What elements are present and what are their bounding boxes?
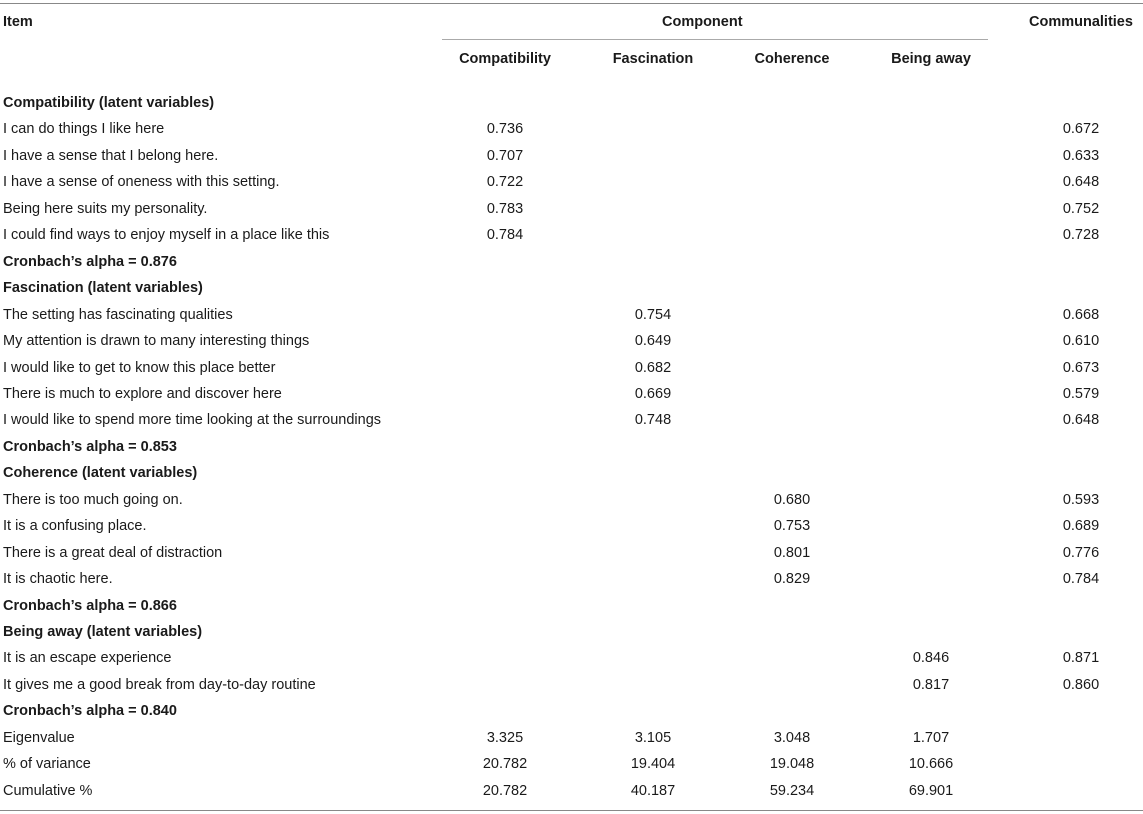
- row-label: There is a great deal of distraction: [3, 545, 223, 561]
- component-value: 20.782: [482, 756, 528, 772]
- component-value: 0.669: [634, 386, 672, 402]
- section-label: Compatibility (latent variables): [3, 95, 215, 111]
- component-value: 59.234: [769, 783, 815, 799]
- component-value: 19.048: [769, 756, 815, 772]
- component-value: 0.784: [486, 227, 524, 243]
- row-label: It gives me a good break from day-to-day routine: [3, 677, 316, 693]
- row-label: There is much to explore and discover here: [3, 386, 282, 402]
- section-label: Being away (latent variables): [3, 624, 203, 640]
- header-component: Component: [662, 14, 743, 30]
- section-label: Coherence (latent variables): [3, 465, 198, 481]
- row-label: I can do things I like here: [3, 121, 165, 137]
- row-label: % of variance: [3, 756, 91, 772]
- header-coherence: Coherence: [754, 51, 830, 67]
- component-value: 0.722: [486, 174, 524, 190]
- component-value: 69.901: [908, 783, 954, 799]
- component-value: 3.048: [773, 730, 811, 746]
- section-label: Cronbach’s alpha = 0.840: [3, 703, 177, 719]
- header-being-away: Being away: [891, 51, 971, 67]
- communality-value: 0.752: [1062, 201, 1100, 217]
- component-value: 0.829: [773, 571, 811, 587]
- header-communalities: Communalities: [1029, 14, 1133, 30]
- table-bottom-rule: [0, 810, 1143, 811]
- component-value: 0.753: [773, 518, 811, 534]
- component-value: 3.105: [634, 730, 672, 746]
- section-label: Cronbach’s alpha = 0.866: [3, 598, 177, 614]
- communality-value: 0.673: [1062, 360, 1100, 376]
- component-value: 1.707: [912, 730, 950, 746]
- row-label: I would like to spend more time looking at the surroundings: [3, 412, 382, 428]
- section-label: Cronbach’s alpha = 0.876: [3, 254, 177, 270]
- row-label: Being here suits my personality.: [3, 201, 208, 217]
- row-label: It is a confusing place.: [3, 518, 147, 534]
- row-label: Eigenvalue: [3, 730, 75, 746]
- communality-value: 0.648: [1062, 174, 1100, 190]
- component-value: 0.736: [486, 121, 524, 137]
- communality-value: 0.689: [1062, 518, 1100, 534]
- component-value: 0.649: [634, 333, 672, 349]
- row-label: It is chaotic here.: [3, 571, 113, 587]
- row-label: I would like to get to know this place better: [3, 360, 276, 376]
- communality-value: 0.672: [1062, 121, 1100, 137]
- header-compatibility: Compatibility: [459, 51, 551, 67]
- communality-value: 0.610: [1062, 333, 1100, 349]
- table-top-rule: [0, 3, 1143, 4]
- header-fascination: Fascination: [612, 51, 694, 67]
- component-value: 0.817: [912, 677, 950, 693]
- row-label: There is too much going on.: [3, 492, 183, 508]
- component-value: 10.666: [908, 756, 954, 772]
- row-label: I have a sense that I belong here.: [3, 148, 219, 164]
- header-item: Item: [3, 14, 33, 30]
- component-value: 0.783: [486, 201, 524, 217]
- component-value: 0.748: [634, 412, 672, 428]
- communality-value: 0.776: [1062, 545, 1100, 561]
- row-label: The setting has fascinating qualities: [3, 307, 233, 323]
- communality-value: 0.668: [1062, 307, 1100, 323]
- section-label: Cronbach’s alpha = 0.853: [3, 439, 177, 455]
- component-value: 0.682: [634, 360, 672, 376]
- component-value: 20.782: [482, 783, 528, 799]
- communality-value: 0.728: [1062, 227, 1100, 243]
- component-underline: [442, 39, 988, 40]
- communality-value: 0.633: [1062, 148, 1100, 164]
- communality-value: 0.593: [1062, 492, 1100, 508]
- communality-value: 0.860: [1062, 677, 1100, 693]
- component-value: 0.707: [486, 148, 524, 164]
- component-value: 3.325: [486, 730, 524, 746]
- row-label: I could find ways to enjoy myself in a place like this: [3, 227, 330, 243]
- component-value: 0.754: [634, 307, 672, 323]
- row-label: I have a sense of oneness with this setting.: [3, 174, 280, 190]
- row-label: Cumulative %: [3, 783, 93, 799]
- component-value: 0.846: [912, 650, 950, 666]
- component-value: 0.801: [773, 545, 811, 561]
- row-label: My attention is drawn to many interesting things: [3, 333, 310, 349]
- component-value: 19.404: [630, 756, 676, 772]
- section-label: Fascination (latent variables): [3, 280, 203, 296]
- communality-value: 0.648: [1062, 412, 1100, 428]
- communality-value: 0.784: [1062, 571, 1100, 587]
- component-value: 40.187: [630, 783, 676, 799]
- communality-value: 0.871: [1062, 650, 1100, 666]
- row-label: It is an escape experience: [3, 650, 172, 666]
- communality-value: 0.579: [1062, 386, 1100, 402]
- component-value: 0.680: [773, 492, 811, 508]
